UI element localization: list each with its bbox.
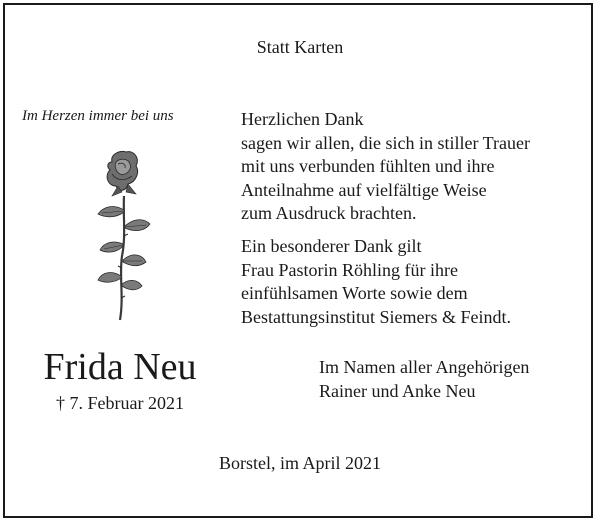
thanks-line: mit uns verbunden fühlten und ihre: [241, 156, 495, 176]
special-thanks-line: Ein besonderer Dank gilt: [241, 236, 422, 256]
thanks-line: Anteilnahme auf vielfältige Weise: [241, 179, 487, 200]
thanks-line: sagen wir allen, die sich in stiller Trauer: [241, 132, 530, 153]
place-date: Borstel, im April 2021: [219, 453, 381, 473]
deceased-name: Frida Neu: [43, 346, 197, 388]
thanks-text: [241, 108, 530, 226]
special-thanks-line: Frau Pastorin Röhling für ihre: [241, 259, 458, 280]
signature-line: Rainer und Anke Neu: [319, 380, 476, 401]
thanks-line: Herzlichen Dank: [241, 109, 364, 129]
signature: [319, 356, 529, 403]
special-thanks-line: einfühlsamen Worte sowie dem: [241, 283, 468, 303]
thanks-line: zum Ausdruck brachten.: [241, 203, 417, 223]
special-thanks-line: Bestattungsinstitut Siemers & Feindt.: [241, 306, 511, 327]
motto: Im Herzen immer bei uns: [22, 108, 174, 124]
special-thanks-text: [241, 235, 511, 329]
death-date: † 7. Februar 2021: [56, 393, 184, 413]
notice-header: Statt Karten: [256, 37, 344, 57]
rose-icon: [88, 148, 158, 323]
signature-line: Im Namen aller Angehörigen: [319, 357, 530, 377]
